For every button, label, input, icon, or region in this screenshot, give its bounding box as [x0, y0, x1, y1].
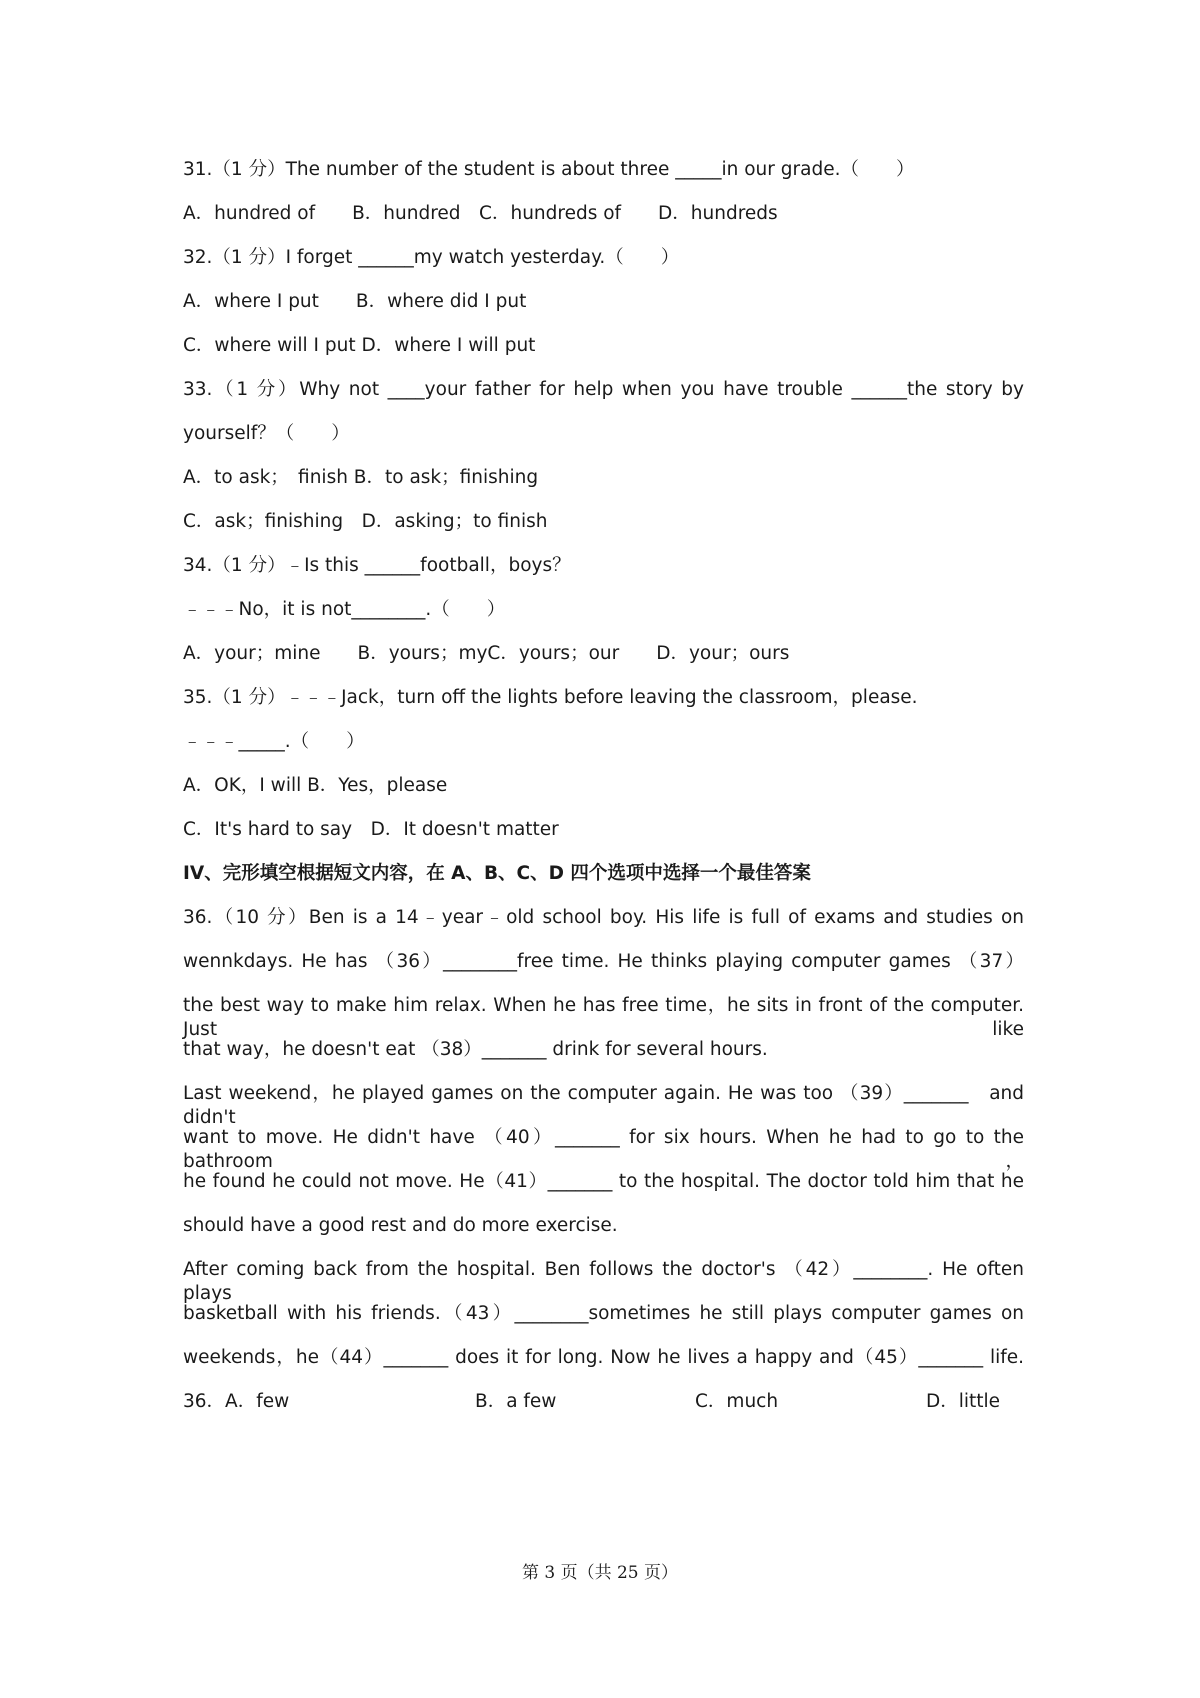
passage-line-10: basketball with his friends.（43）________sometimes he still plays computer games on: [183, 1303, 1024, 1324]
q34-options: A．your；mine B．yours；myC．yours；our D．your；ours: [183, 643, 790, 664]
q35-stem-line1: 35.（1 分）﹣﹣﹣Jack，turn off the lights before leaving the classroom，please.: [183, 687, 918, 708]
q35-options-line1: A．OK，I will B．Yes，please: [183, 775, 448, 796]
q36-option-a: 36．A．few: [183, 1391, 290, 1412]
q35-options-line2: C．It's hard to say D．It doesn't matter: [183, 819, 559, 840]
passage-line-1: 36.（10 分）Ben is a 14﹣year﹣old school boy. His life is full of exams and studies on: [183, 907, 1024, 928]
q31-options: A．hundred of B．hundred C．hundreds of D．hundreds: [183, 203, 778, 224]
q33-stem-line2: yourself？（ ）: [183, 423, 350, 444]
q32-options-line2: C．where will I put D．where I will put: [183, 335, 536, 356]
q36-option-d: D．little: [926, 1391, 1001, 1412]
q36-option-c: C．much: [695, 1391, 779, 1412]
q34-stem-line2: ﹣﹣﹣No，it is not________.（ ）: [183, 599, 506, 620]
q33-stem-line1: 33.（1 分）Why not ____your father for help when you have trouble ______the story by: [183, 379, 1024, 400]
q34-stem-line1: 34.（1 分）﹣Is this ______football，boys？: [183, 555, 571, 576]
passage-line-3: the best way to make him relax. When he has free time，he sits in front of the computer. Just like: [183, 995, 1024, 1040]
q36-options-row: [183, 1390, 1024, 1414]
q36-option-b: B．a few: [475, 1391, 557, 1412]
passage-line-11: weekends，he（44）_______ does it for long. Now he lives a happy and（45）_______ life.: [183, 1347, 1024, 1368]
passage-line-4: that way，he doesn't eat （38）_______ drink for several hours.: [183, 1039, 768, 1060]
passage-line-2: wennkdays. He has （36）________free time. He thinks playing computer games （37）: [183, 951, 1024, 972]
q33-options-line1: A．to ask； finish B．to ask；finishing: [183, 467, 539, 488]
passage-line-9: After coming back from the hospital. Ben follows the doctor's （42）________. He often plays: [183, 1259, 1024, 1304]
q32-stem: 32.（1 分）I forget ______my watch yesterday.（ ）: [183, 247, 680, 268]
q35-stem-line2: ﹣﹣﹣_____.（ ）: [183, 731, 365, 752]
page-footer: 第 3 页（共 25 页）: [521, 1563, 679, 1583]
q32-options-line1: A．where I put B．where did I put: [183, 291, 527, 312]
q31-stem: 31.（1 分）The number of the student is about three _____in our grade.（ ）: [183, 159, 915, 180]
passage-line-5: Last weekend，he played games on the computer again. He was too （39）_______ and didn't: [183, 1083, 1024, 1128]
passage-line-6: want to move. He didn't have （40）_______ for six hours. When he had to go to the bathroom，: [183, 1127, 1024, 1172]
passage-line-7: he found he could not move. He（41）_______ to the hospital. The doctor told him that he: [183, 1171, 1024, 1192]
passage-line-8: should have a good rest and do more exercise.: [183, 1215, 618, 1236]
q33-options-line2: C．ask；finishing D．asking；to finish: [183, 511, 548, 532]
section-heading: IV、完形填空根据短文内容，在 A、B、C、D 四个选项中选择一个最佳答案: [183, 863, 811, 884]
